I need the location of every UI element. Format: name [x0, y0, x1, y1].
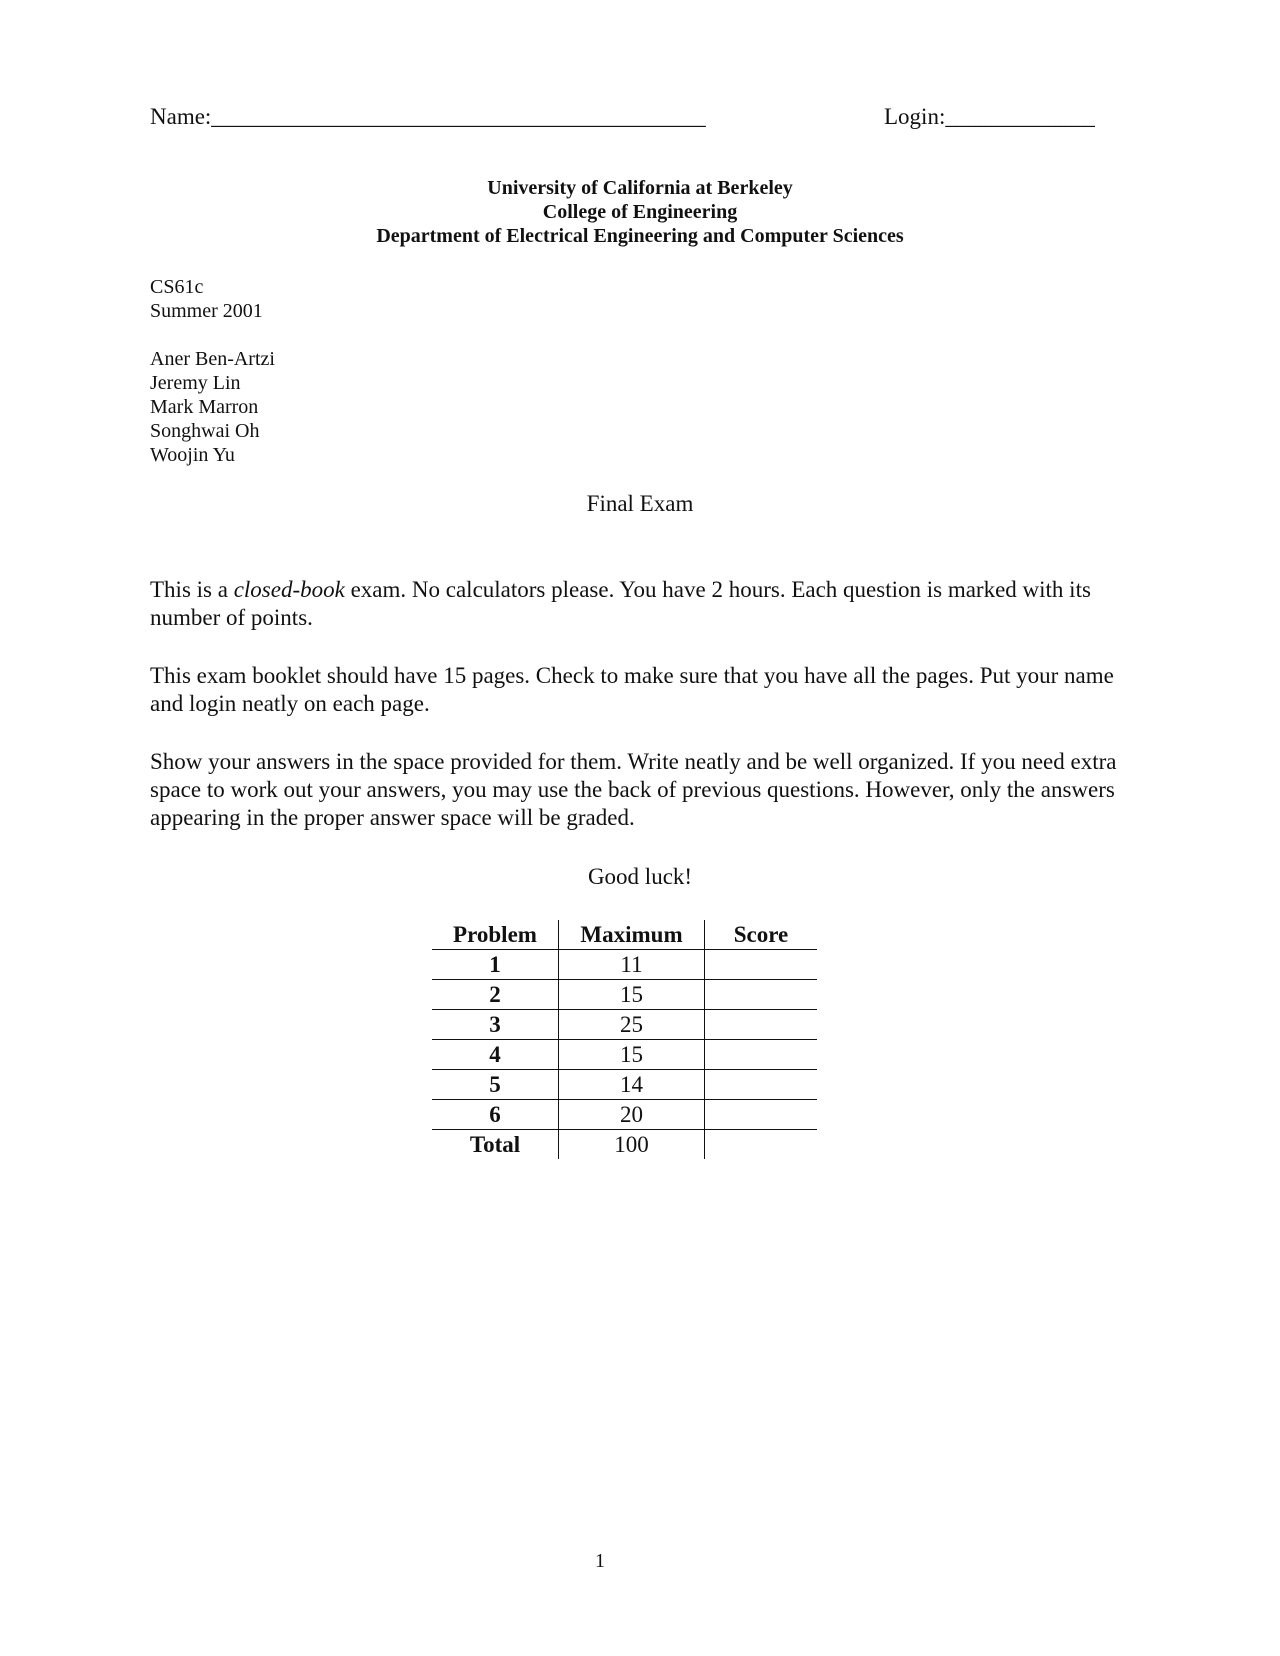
instructions-paragraph-2: This exam booklet should have 15 pages. Check to make sure that you have all the pages. Put your name and login neatly on each page.: [150, 663, 1114, 716]
instructions-paragraph-1: [150, 576, 1130, 632]
staff-list: [150, 347, 275, 467]
problem-cell: 4: [432, 1040, 559, 1070]
score-cell: [705, 950, 818, 980]
page-number: 1: [595, 1550, 605, 1572]
total-score-cell: [705, 1130, 818, 1160]
maximum-cell: 25: [559, 1010, 705, 1040]
institution-header: [0, 176, 1280, 248]
table-row: [432, 1010, 817, 1040]
course-info: [150, 275, 263, 323]
maximum-cell: 11: [559, 950, 705, 980]
total-maximum-cell: 100: [559, 1130, 705, 1160]
course-term: Summer 2001: [150, 300, 263, 322]
problem-cell: 3: [432, 1010, 559, 1040]
maximum-cell: 14: [559, 1070, 705, 1100]
score-cell: [705, 1040, 818, 1070]
score-cell: [705, 1100, 818, 1130]
table-row: [432, 1100, 817, 1130]
table-row: [432, 1070, 817, 1100]
staff-member: Mark Marron: [150, 396, 259, 418]
staff-member: Aner Ben-Artzi: [150, 348, 275, 370]
name-field-line: Name:___________________________________________: [150, 104, 706, 129]
good-luck-message: Good luck!: [587, 864, 693, 889]
college-name: College of Engineering: [542, 201, 738, 223]
instructions-text: This is a: [150, 577, 234, 602]
score-cell: [705, 980, 818, 1010]
staff-member: Jeremy Lin: [150, 372, 241, 394]
course-code: CS61c: [150, 276, 204, 298]
column-header-maximum: Maximum: [559, 920, 705, 950]
column-header-score: Score: [705, 920, 818, 950]
login-field-line: Login:_____________: [884, 104, 1095, 129]
column-header-problem: Problem: [432, 920, 559, 950]
total-label-cell: Total: [432, 1130, 559, 1160]
staff-member: Songhwai Oh: [150, 420, 260, 442]
staff-member: Woojin Yu: [150, 444, 235, 466]
university-name: University of California at Berkeley: [487, 177, 793, 199]
instructions-emphasis: closed-book: [233, 577, 345, 602]
instructions-text: exam. No calculators please. You have 2 hours. Each question is marked with its number of points.: [150, 577, 1091, 630]
problem-cell: 5: [432, 1070, 559, 1100]
problem-cell: 1: [432, 950, 559, 980]
maximum-cell: 15: [559, 980, 705, 1010]
maximum-cell: 20: [559, 1100, 705, 1130]
maximum-cell: 15: [559, 1040, 705, 1070]
score-cell: [705, 1070, 818, 1100]
table-row: [432, 950, 817, 980]
table-row-total: [432, 1130, 817, 1160]
instructions-paragraph-3: Show your answers in the space provided for them. Write neatly and be well organized. If you need extra space to work out your answers, you may use the back of previous questions. However, only the answers appearing in the proper answer space will be graded.: [150, 749, 1117, 830]
table-row: [432, 1040, 817, 1070]
problem-cell: 6: [432, 1100, 559, 1130]
exam-title: Final Exam: [586, 491, 694, 516]
table-row: [432, 980, 817, 1010]
department-name: Department of Electrical Engineering and Computer Sciences: [376, 225, 904, 247]
score-cell: [705, 1010, 818, 1040]
problem-cell: 2: [432, 980, 559, 1010]
table-header-row: [432, 920, 817, 950]
score-table: [432, 920, 817, 1159]
